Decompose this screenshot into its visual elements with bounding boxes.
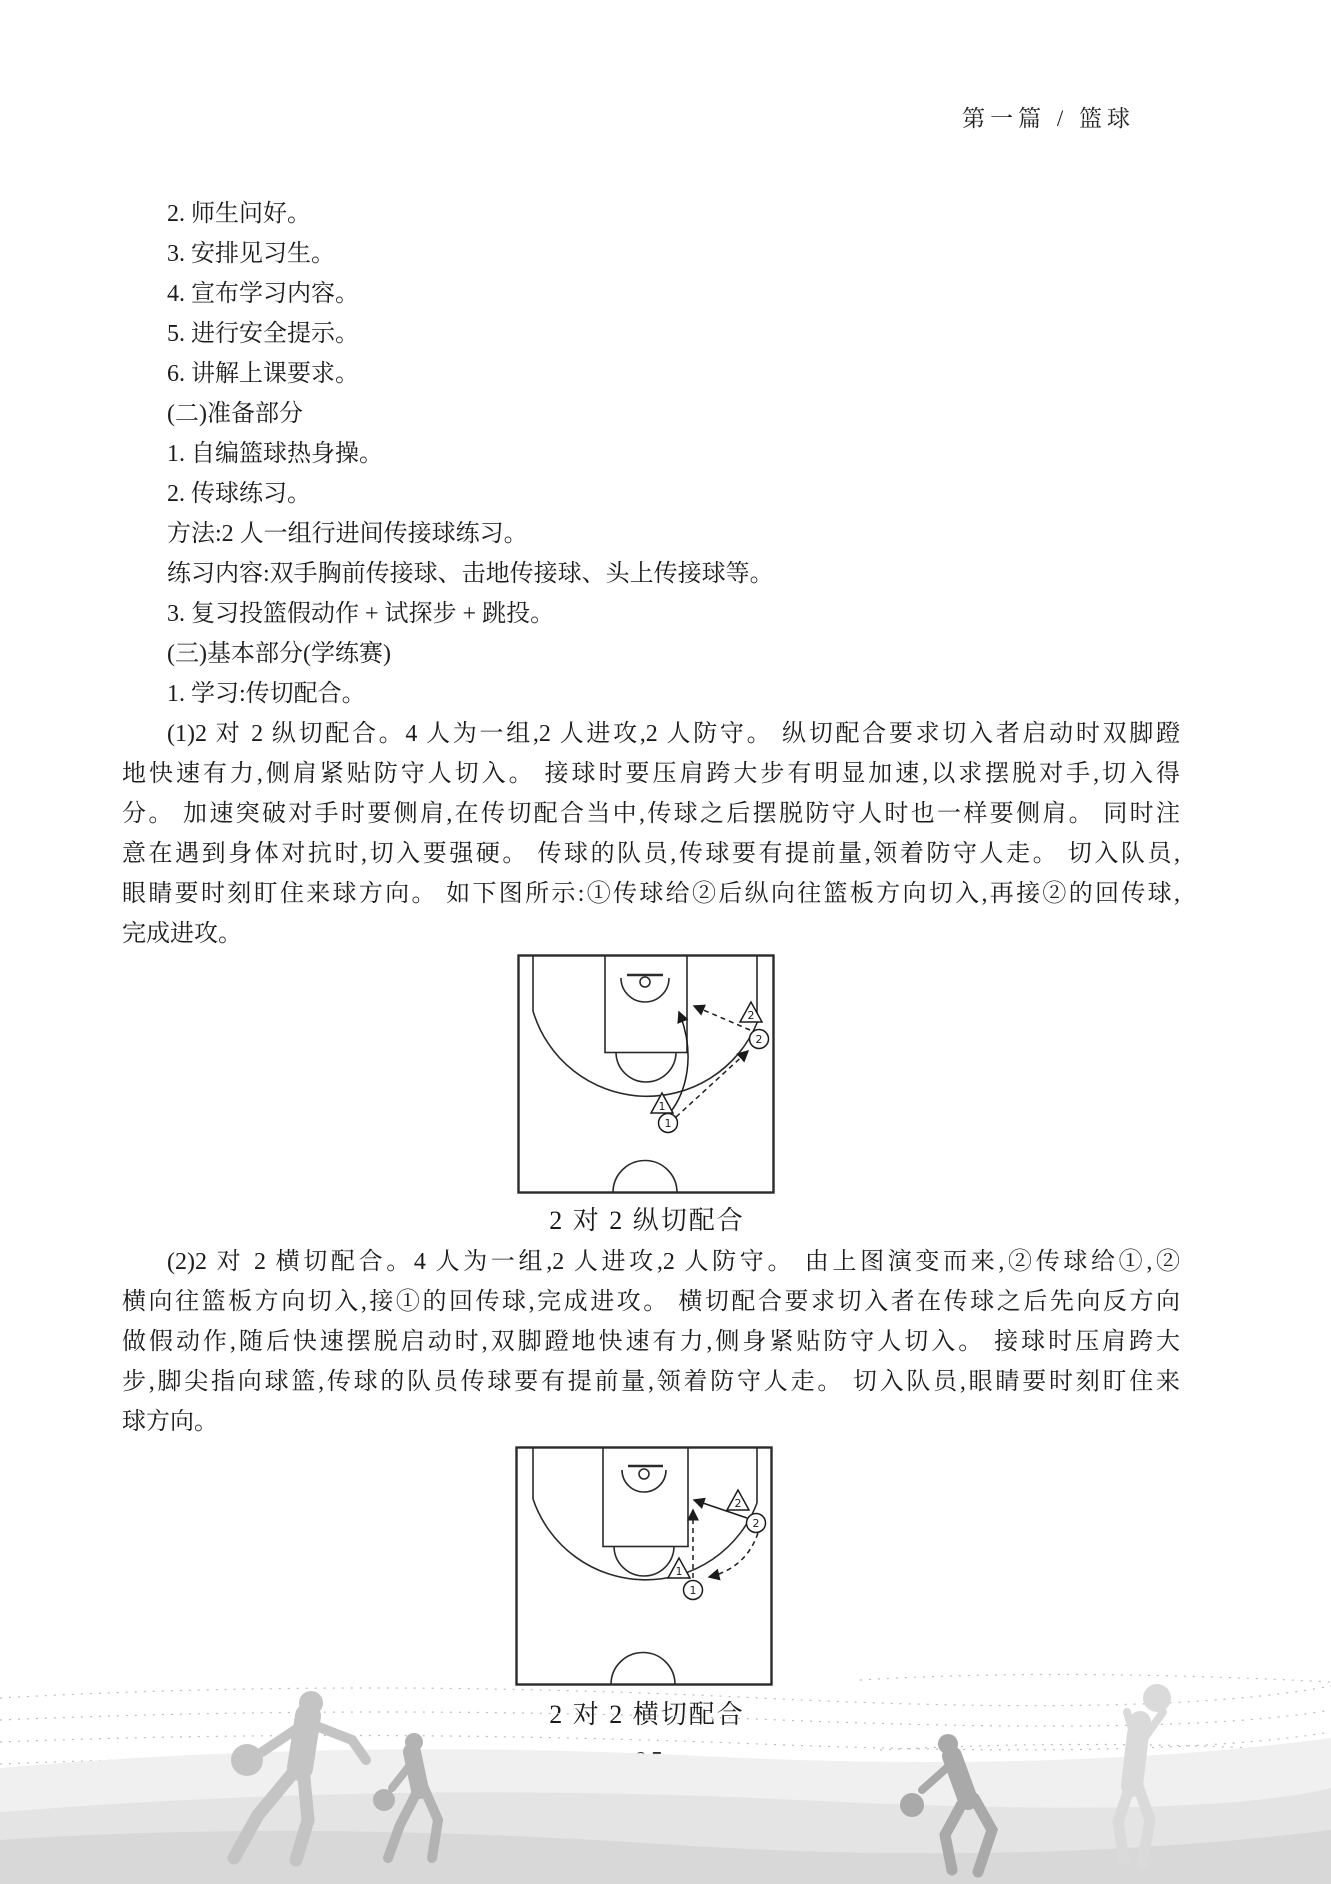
basketball-icon [373,1789,395,1811]
text-line: 练习内容:双手胸前传接球、击地传接球、头上传接球等。 [167,561,774,587]
text-line: 完成进攻。 [122,921,242,947]
basket-icon [639,1469,649,1479]
text-line: 1. 学习:传切配合。 [167,681,366,707]
text-line: 意在遇到身体对抗时,切入要强硬。 传球的队员,传球要有提前量,领着防守人走。 切入队员, [122,841,1180,867]
section-heading: (三)基本部分(学练赛) [167,641,391,667]
cut-arrow [669,1012,688,1114]
basketball-icon [900,1793,924,1817]
key-area [605,956,687,1053]
text-line: 横向往篮板方向切入,接①的回传球,完成进攻。 横切配合要求切入者在传球之后先向反方向 [122,1289,1180,1315]
key-area [603,1448,688,1547]
defender-1-label: 1 [675,1565,683,1578]
diagram-caption: 2 对 2 纵切配合 [549,1206,745,1235]
pass-arrow-1-to-2 [676,1051,748,1117]
defender-2-label: 2 [734,1497,742,1510]
text-line: (1)2 对 2 纵切配合。4 人为一组,2 人进攻,2 人防守。 纵切配合要求切入者启动时双脚蹬 [167,721,1180,747]
text-line: 3. 安排见习生。 [167,241,335,267]
text-line: 眼睛要时刻盯住来球方向。 如下图所示:①传球给②后纵向往篮板方向切入,再接②的回传球, [122,881,1180,907]
offense-2-label: 2 [752,1517,760,1530]
paragraph-horizontal-cut [122,1242,1180,1442]
court-boundary [519,956,774,1193]
text-line: 4. 宣布学习内容。 [167,281,359,307]
text-line: 3. 复习投篮假动作 + 试探步 + 跳投。 [167,601,555,627]
basketball-icon [1143,1684,1171,1712]
text-line: 6. 讲解上课要求。 [167,361,359,387]
three-point-arc [533,1499,757,1580]
pass-arrow-2-to-1 [709,1533,758,1577]
offense-1-label: 1 [664,1117,672,1130]
text-line: 地快速有力,侧肩紧贴防守人切入。 接球时要压肩跨大步有明显加速,以求摆脱对手,切入得 [122,761,1180,787]
text-line: 2. 传球练习。 [167,481,311,507]
footer-decoration [0,1620,1331,1884]
text-line: 方法:2 人一组行进间传接球练习。 [167,521,528,547]
offense-2-label: 2 [755,1033,763,1046]
text-line: 步,脚尖指向球篮,传球的队员传球要有提前量,领着防守人走。 切入队员,眼睛要时刻盯住来 [122,1369,1180,1395]
court-diagram-vertical-cut [517,954,775,1194]
page-header: 第一篇 / 篮球 [962,106,1135,131]
defender-1-label: 1 [658,1100,666,1113]
diagram-caption: 2 对 2 横切配合 [549,1700,745,1729]
center-circle-arc [613,1161,677,1193]
text-line: 5. 进行安全提示。 [167,321,359,347]
section-heading: (二)准备部分 [167,401,303,427]
text-line: (2)2 对 2 横切配合。4 人为一组,2 人进攻,2 人防守。 由上图演变而来,②传球给①,② [167,1249,1180,1275]
free-throw-arc [616,1052,676,1082]
text-line: 做假动作,随后快速摆脱启动时,双脚蹬地快速有力,侧身紧贴防守人切入。 接球时压肩跨大 [122,1329,1180,1355]
lesson-steps-list [122,194,1180,714]
text-line: 球方向。 [122,1409,218,1435]
basketball-icon [231,1744,263,1776]
restricted-arc [621,978,669,1002]
paragraph-vertical-cut [122,714,1180,954]
text-line: 1. 自编篮球热身操。 [167,441,383,467]
basket-icon [640,977,650,987]
text-line: 分。 加速突破对手时要侧肩,在传切配合当中,传球之后摆脱防守人时也一样要侧肩。 同时注 [122,801,1180,827]
restricted-arc [622,1470,666,1492]
free-throw-arc [614,1546,674,1576]
defender-2-label: 2 [747,1009,755,1022]
three-point-arc [533,1011,757,1096]
text-line: 2. 师生问好。 [167,201,311,227]
offense-1-label: 1 [689,1584,697,1597]
